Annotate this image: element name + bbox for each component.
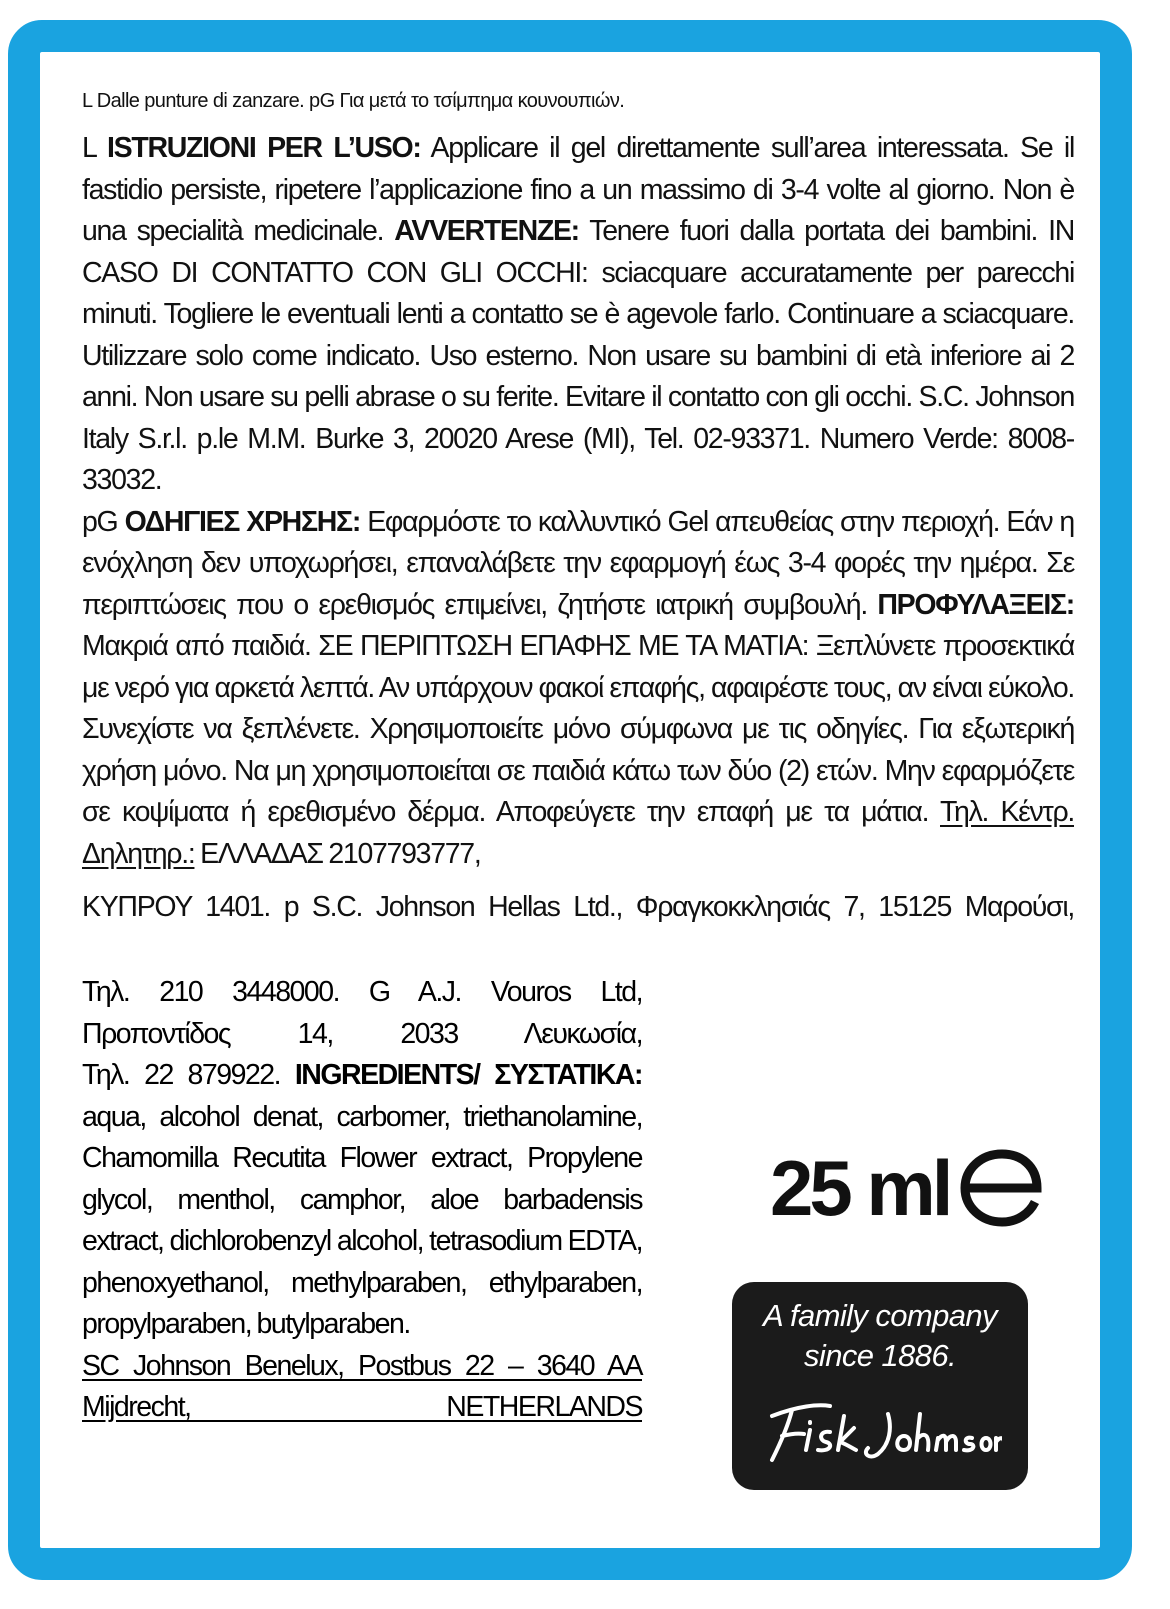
badge-line-2: since 1886.	[804, 1338, 956, 1373]
it-warnings-heading: AVVERTENZE:	[394, 215, 579, 247]
ingredients-list: aqua, alcohol denat, carbomer, triethanolamine, Chamomilla Recutita Flower extract, Propylene glycol, menthol, camphor, aloe barbadensis extract, dichlorobenzyl alcohol, tetrasodium EDTA, phenoxyethanol, methylparaben, ethylparaben, propylparaben, butylparaben.	[82, 1100, 642, 1340]
badge-line-1: A family company	[763, 1298, 997, 1333]
cyprus-line	[82, 887, 1074, 929]
lang-prefix-gr: pG	[82, 505, 125, 538]
greece-phone: ΕΛΛΑΔΑΣ 2107793777,	[194, 837, 481, 870]
family-company-badge	[732, 1282, 1028, 1490]
distributor-phone: Τηλ. 22 879922.	[82, 1059, 295, 1091]
distributor-line-1: Τηλ. 210 3448000. G A.J. Vouros Ltd,	[82, 976, 642, 1008]
volume-mark	[770, 1144, 1045, 1232]
gr-precautions-text: Μακριά από παιδιά. ΣΕ ΠΕΡΙΠΤΩΣΗ ΕΠΑΦΗΣ ΜΕ ΤΑ ΜΑΤΙΑ: Ξεπλύνετε προσεκτικά με νερό για αρκετά λεπτά. Αν υπάρχουν φακοί επαφής, αφαιρέστε τους, αν είναι εύκολο. Συνεχίστε να ξεπλένετε. Χρησιμοποιείτε μόνο σύμφωνα με τις οδηγίες. Για εξωτερική χρήση μόνο. Να μη χρησιμοποιείται σε παιδιά κάτω των δύο (2) ετών. Μην εφαρμόζετε σε κοψίματα ή ερεθισμένο δέρμα. Αποφεύγετε την επαφή με τα μάτια.	[82, 630, 1074, 828]
it-warnings-text: Tenere fuori dalla portata dei bambini. IN CASO DI CONTATTO CON GLI OCCHI: sciacquare accuratamente per parecchi minuti. Togliere le eventuali lenti a contatto se è agevole farlo. Continuare a sciacquare. Utilizzare solo come indicato. Uso esterno. Non usare su bambini di età inferiore ai 2 anni. Non usare su pelli abrase o su ferite. Evitare il contatto con gli occhi. S.C. Johnson Italy S.r.l. p.le M.M. Burke 3, 20020 Arese (MI), Tel. 02-93371. Numero Verde: 8008-33032.	[82, 215, 1075, 496]
gr-instructions-text: Εφαρμόστε το καλλυντικό Gel απευθείας στην περιοχή. Εάν η ενόχληση δεν υποχωρήσει, επαναλάβετε την εφαρμογή έως 3-4 φορές την ημέρα. Σε περιπτώσεις που ο ερεθισμός επιμείνει, ζητήστε ιατρική συμβουλή.	[82, 505, 1074, 621]
cyprus-address: ΚΥΠΡΟΥ 1401. p S.C. Johnson Hellas Ltd., Φραγκοκκλησιάς 7, 15125 Μαρούσι,	[82, 891, 1074, 923]
italian-instructions	[82, 128, 1074, 502]
usage-line: L Dalle punture di zanzare. pG Για μετά το τσίμπημα κουνουπιών.	[82, 90, 625, 112]
gr-precautions-heading: ΠΡΟΦΥΛΑΞΕΙΣ:	[877, 588, 1074, 621]
it-instructions-text: Applicare il gel direttamente sull’area interessata. Se il fastidio persiste, ripetere l’applicazione fino a un massimo di 3-4 volte al giorno. Non è una specialità medicinale.	[82, 132, 1074, 247]
distributor-line-2: Προποντίδος 14, 2033 Λευκωσία,	[82, 1017, 642, 1050]
distributor-block	[82, 972, 642, 1097]
poison-center-label: Τηλ. Κέντρ. Δηλητηρ.:	[82, 796, 1074, 870]
estimated-sign-icon	[959, 1148, 1045, 1228]
label-content	[82, 88, 1074, 929]
ingredients-heading: INGREDIENTS/ ΣΥΣΤΑΤΙΚΑ:	[294, 1059, 642, 1091]
benelux-address: SC Johnson Benelux, Postbus 22 – 3640 AA Mijdrecht, NETHERLANDS	[82, 1349, 642, 1423]
gr-instructions-heading: ΟΔΗΓΙΕΣ ΧΡΗΣΗΣ:	[124, 505, 361, 538]
bottom-column	[82, 972, 642, 1429]
distributor-line-3	[82, 1055, 642, 1097]
lang-prefix-it: L	[82, 132, 108, 164]
signature-graphic	[758, 1392, 1002, 1472]
it-instructions-heading: ISTRUZIONI PER L’USO:	[107, 132, 421, 164]
greek-instructions	[82, 502, 1074, 876]
volume-amount: 25 ml	[770, 1144, 950, 1232]
